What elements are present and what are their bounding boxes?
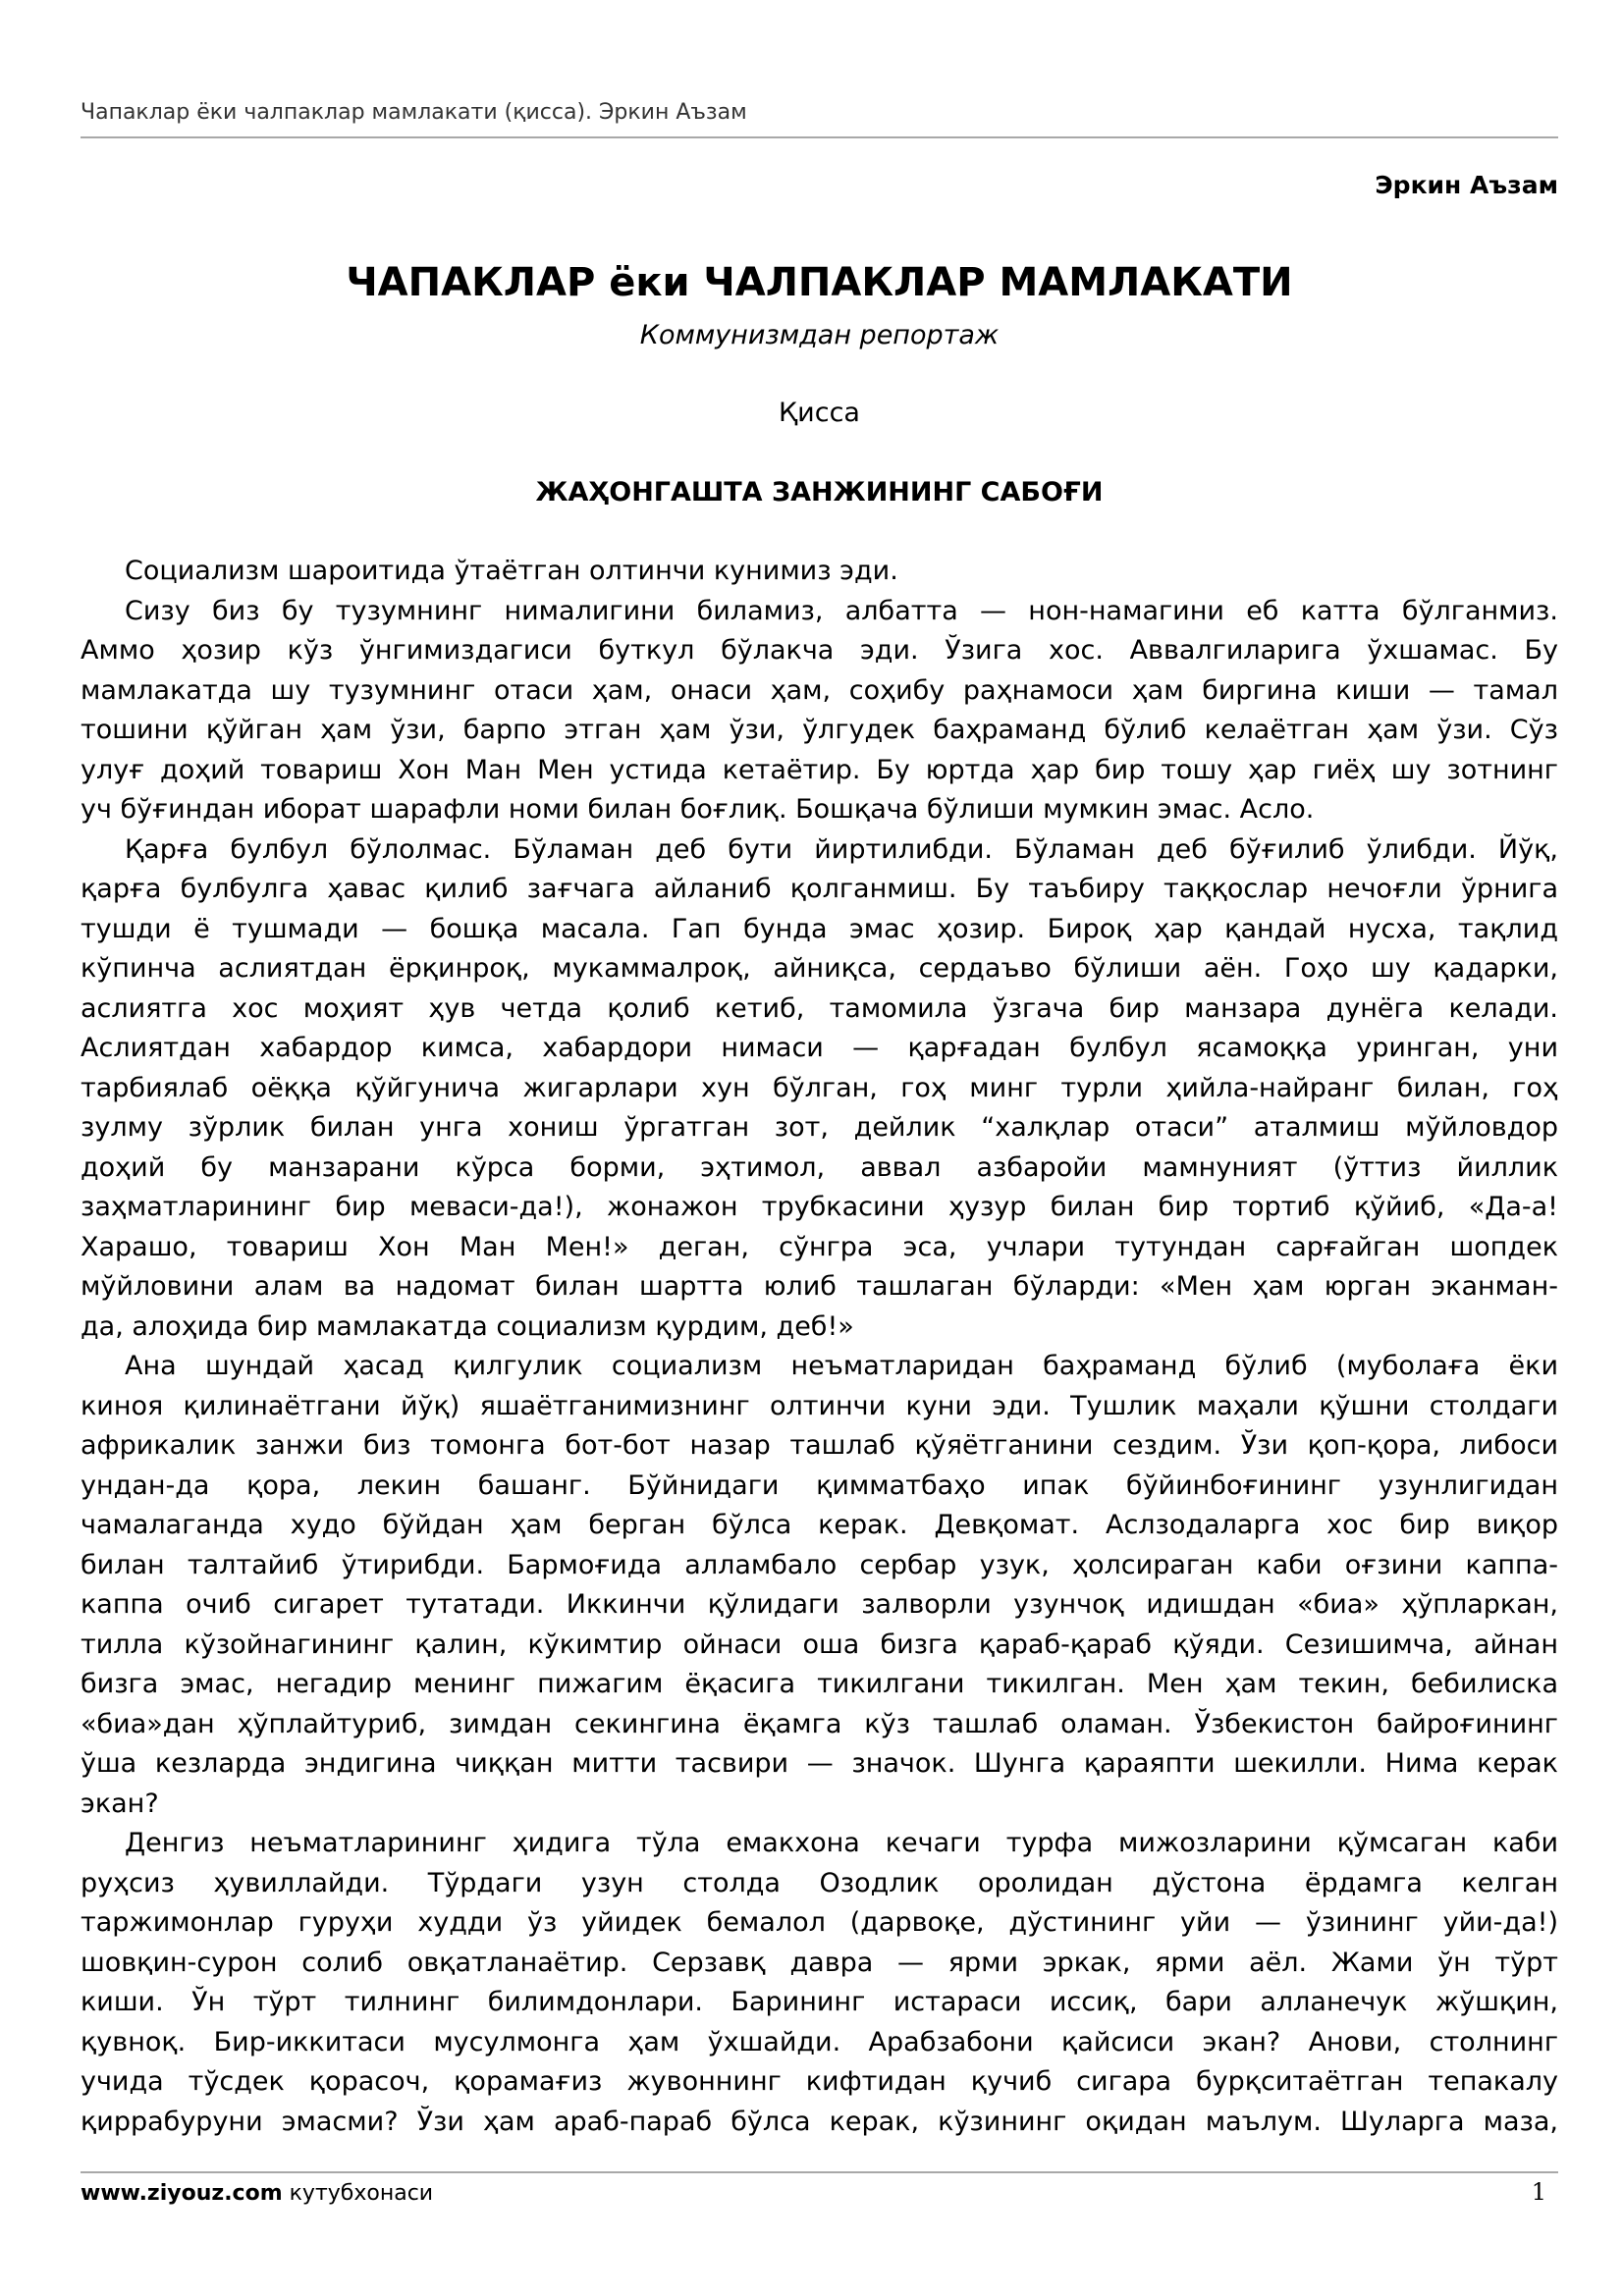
body-line: Қарға булбул бўлолмас. Бўламан деб бути йиртилибди. Бўламан деб бўғилиб ўлибди. Йўқ, <box>125 833 1558 865</box>
author-name: Эркин Аъзам <box>1375 171 1558 199</box>
header-rule <box>81 136 1558 138</box>
footer-rule <box>81 2171 1558 2173</box>
footer-source <box>81 2179 433 2209</box>
body-line: мўйловини алам ва надомат билан шартта юлиб ташлаган бўларди: «Мен ҳам юрган эканман- <box>81 1271 1558 1302</box>
body-line: Аслиятдан хабардор кимса, хабардори нимаси — қарғадан булбул ясамоққа уринган, уни <box>81 1033 1558 1063</box>
body-line: мамлакатда шу тузумнинг отаси ҳам, онаси ҳам, соҳибу раҳнамоси ҳам биргина киши — тамал <box>81 674 1558 706</box>
paragraph <box>81 552 1558 592</box>
body-line: қарға булбулга ҳавас қилиб зағчага айланиб қолганмиш. Бу таъбиру таққослар нечоғли ўрнига <box>81 874 1558 904</box>
genre-label: Қисса <box>779 398 860 428</box>
body-text <box>81 552 1558 2142</box>
body-line: Социализм шароитида ўтаётган олтинчи кунимиз эди. <box>125 556 898 586</box>
paragraph <box>81 830 1558 1348</box>
body-line: тарбиялаб оёққа қўйгунича жигарлари хун бўлган, гоҳ минг турли ҳийла-найранг билан, гоҳ <box>81 1072 1558 1103</box>
body-line: қувноқ. Бир-иккитаси мусулмонга ҳам ўхшайди. Арабзабони қайсиси экан? Анови, столнинг <box>81 2026 1558 2057</box>
footer-library-label: кутубхонаси <box>289 2181 434 2206</box>
body-line: ўша кезларда эндигина чиққан митти тасвири — значок. Шунга қараяпти шекилли. Нима керак <box>81 1748 1558 1779</box>
body-line: Денгиз неъматларининг ҳидига тўла емакхона кечаги турфа мижозларини қўмсаган каби <box>125 1828 1558 1858</box>
body-line: каппа очиб сигарет тутатади. Иккинчи қўлидаги залворли узунчоқ идишдан «биа» ҳўпларкан, <box>81 1589 1558 1620</box>
body-line: тушди ё тушмади — бошқа масала. Гап бунда эмас ҳозир. Бироқ ҳар қандай нусха, тақлид <box>81 913 1558 944</box>
body-line: доҳий бу манзарани кўрса борми, эҳтимол, аввал азбаройи мамнуният (ўттиз йиллик <box>81 1151 1558 1183</box>
body-line: Аммо ҳозир кўз ўнгимиздагиси буткул бўлакча эди. Ўзига хос. Аввалгиларига ўхшамас. Бу <box>81 635 1558 666</box>
body-line: ундан-да қора, лекин башанг. Бўйнидаги қимматбаҳо ипак бўйинбоғининг узунлигидан <box>81 1469 1558 1501</box>
body-line: кўпинча аслиятдан ёрқинроқ, мукаммалроқ, айниқса, сердаъво бўлиши аён. Гоҳо шу қадарки, <box>81 953 1558 984</box>
document-subtitle: Коммунизмдан репортаж <box>639 320 1000 350</box>
body-line: зулму зўрлик билан унга хониш ўргатган зот, дейлик “халқлар отаси” аталмиш мўйловдор <box>81 1112 1558 1143</box>
body-line: заҳматларининг бир меваси-да!), жонажон трубкасини ҳузур билан бир тортиб қўйиб, «Да-а! <box>81 1192 1558 1222</box>
running-header: Чапаклар ёки чалпаклар мамлакати (қисса). Эркин Аъзам <box>81 100 747 125</box>
paragraph <box>81 592 1558 830</box>
paragraph <box>81 1824 1558 2142</box>
paragraph <box>81 1347 1558 1824</box>
body-line: африкалик занжи биз томонга бот-бот назар ташлаб қўяётганини сездим. Ўзи қоп-қора, либоси <box>81 1430 1558 1461</box>
document-title: ЧАПАКЛАР ёки ЧАЛПАКЛАР МАМЛАКАТИ <box>346 260 1293 305</box>
body-line: билан талтайиб ўтирибди. Бармоғида алламбало сербар узук, ҳолсираган каби оғзини каппа- <box>81 1549 1558 1580</box>
body-line: улуғ доҳий товариш Хон Ман Мен устида кетаётир. Бу юртда ҳар бир тошу ҳар гиёҳ шу зотнинг <box>81 754 1558 785</box>
section-title: ЖАҲОНГАШТА ЗАНЖИНИНГ САБОҒИ <box>535 477 1104 507</box>
body-line: экан? <box>81 1788 159 1819</box>
body-line: Харашо, товариш Хон Ман Мен!» деган, сўнгра эса, учлари тутундан сарғайган шопдек <box>81 1231 1558 1262</box>
body-line: да, алоҳида бир мамлакатда социализм қурдим, деб!» <box>81 1310 854 1342</box>
body-line: тошини қўйган ҳам ўзи, барпо этган ҳам ўзи, ўлгудек баҳраманд бўлиб келаётган ҳам ўзи. Сўз <box>81 715 1558 745</box>
body-line: уч бўғиндан иборат шарафли номи билан боғлиқ. Бошқача бўлиши мумкин эмас. Асло. <box>81 794 1315 825</box>
body-line: бизга эмас, негадир менинг пижагим ёқасига тикилгани тикилган. Мен ҳам текин, бебилиска <box>81 1669 1558 1699</box>
body-line: руҳсиз ҳувиллайди. Тўрдаги узун столда Озодлик оролидан дўстона ёрдамга келган <box>81 1867 1558 1898</box>
body-line: киши. Ўн тўрт тилнинг билимдонлари. Барининг истараси иссиқ, бари алланечук жўшқин, <box>81 1987 1558 2017</box>
body-line: тилла кўзойнагининг қалин, кўкимтир ойнаси оша бизга қараб-қараб қўяди. Сезишимча, айнан <box>81 1629 1558 1660</box>
body-line: «биа»дан ҳўплайтуриб, зимдан секингина ёқамга кўз ташлаб оламан. Ўзбекистон байроғининг <box>81 1708 1558 1739</box>
body-line: таржимонлар гуруҳи худди ўз уйидек бемалол (дарвоқе, дўстининг уйи — ўзининг уйи-да!) <box>81 1907 1558 1938</box>
body-line: Сизу биз бу тузумнинг нималигини биламиз, албатта — нон-намагини еб катта бўлганмиз. <box>125 595 1558 626</box>
body-line: Ана шундай ҳасад қилгулик социализм неъматларидан баҳраманд бўлиб (муболаға ёки <box>125 1351 1558 1381</box>
body-line: қиррабуруни эмасми? Ўзи ҳам араб-параб бўлса керак, кўзининг оқидан маълум. Шуларга маза, <box>81 2106 1558 2137</box>
page-number: 1 <box>1531 2178 1546 2206</box>
body-line: шовқин-сурон солиб овқатланаётир. Серзавқ давра — ярми эркак, ярми аёл. Жами ўн тўрт <box>81 1947 1558 1978</box>
footer-site-url: www.ziyouz.com <box>81 2181 283 2206</box>
body-line: аслиятга хос моҳият ҳув четда қолиб кетиб, тамомила ўзгача бир манзара дунёга келади. <box>81 992 1558 1024</box>
body-line: чамалаганда худо бўйдан ҳам берган бўлса керак. Девқомат. Аслзодаларга хос бир виқор <box>81 1510 1558 1540</box>
body-line: учида тўсдек қорасоч, қорамағиз жувоннинг кифтидан қучиб сигара бурқситаётган тепакалу <box>81 2066 1558 2097</box>
body-line: киноя қилинаётгани йўқ) яшаётганимизнинг олтинчи куни эди. Тушлик маҳали қўшни столдаги <box>81 1390 1558 1421</box>
